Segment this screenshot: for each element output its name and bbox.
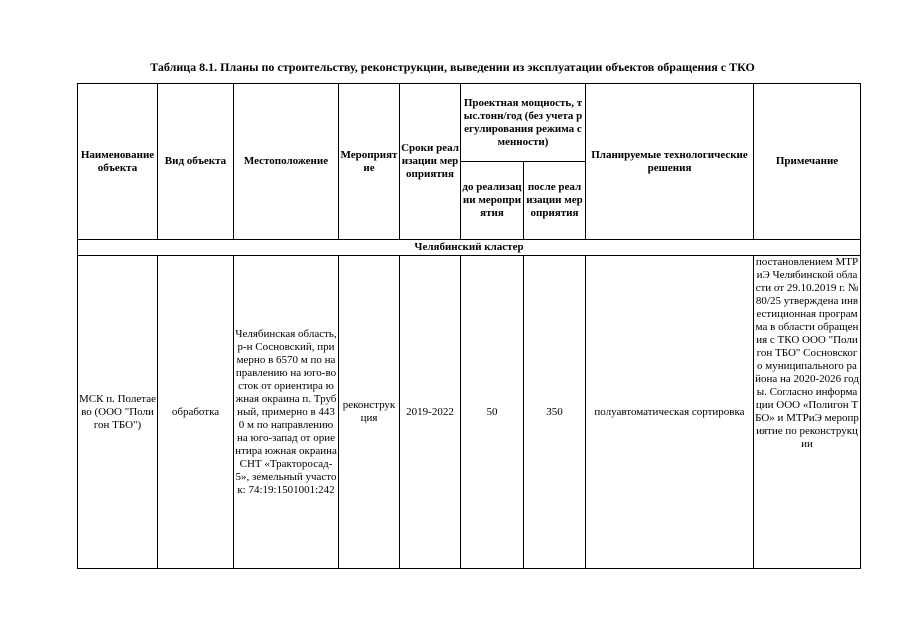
header-capacity-before: до реализации мероприятия: [461, 162, 524, 240]
page-title: Таблица 8.1. Планы по строительству, реконструкции, выведении из эксплуатации объектов обращения с ТКО: [150, 60, 755, 74]
cell-location: Челябинская область, р-н Сосновский, примерно в 6570 м по направлению на юго-восток от ориентира южная окраина п. Трубный, примерно в 4430 м по направлению на юго-запад от ориентира южная окраина СНТ «Тракторосад-5», земельный участок: 74:19:1501001:242: [234, 256, 339, 569]
header-measure: Мероприятие: [339, 84, 400, 240]
header-capacity: Проектная мощность, тыс.тонн/год (без учета регулирования режима сменности): [461, 84, 586, 162]
header-capacity-after: после реализации мероприятия: [524, 162, 586, 240]
header-note: Примечание: [754, 84, 861, 240]
cell-measure: реконструкция: [339, 256, 400, 569]
header-location: Местоположение: [234, 84, 339, 240]
plans-table: [77, 83, 861, 569]
table-row: [78, 256, 861, 569]
cell-solutions: полуавтоматическая сортировка: [586, 256, 754, 569]
header-type: Вид объекта: [158, 84, 234, 240]
cell-note: постановлением МТРиЭ Челябинской области от 29.10.2019 г. № 80/25 утверждена инвестиционная программа в области обращения с ТКО ООО "Полигон ТБО" Сосновского муниципального района на 2020-2026 годы. Согласно информации ООО «Полигон ТБО» и МТРиЭ мероприятие по реконструкции: [754, 256, 861, 569]
cell-type: обработка: [158, 256, 234, 569]
header-name: Наименование объекта: [78, 84, 158, 240]
cell-terms: 2019-2022: [400, 256, 461, 569]
cell-after: 350: [524, 256, 586, 569]
cell-before: 50: [461, 256, 524, 569]
cell-name: МСК п. Полетаево (ООО "Полигон ТБО"): [78, 256, 158, 569]
header-solutions: Планируемые технологические решения: [586, 84, 754, 240]
header-terms: Сроки реализации мероприятия: [400, 84, 461, 240]
cluster-heading: Челябинский кластер: [78, 240, 861, 256]
